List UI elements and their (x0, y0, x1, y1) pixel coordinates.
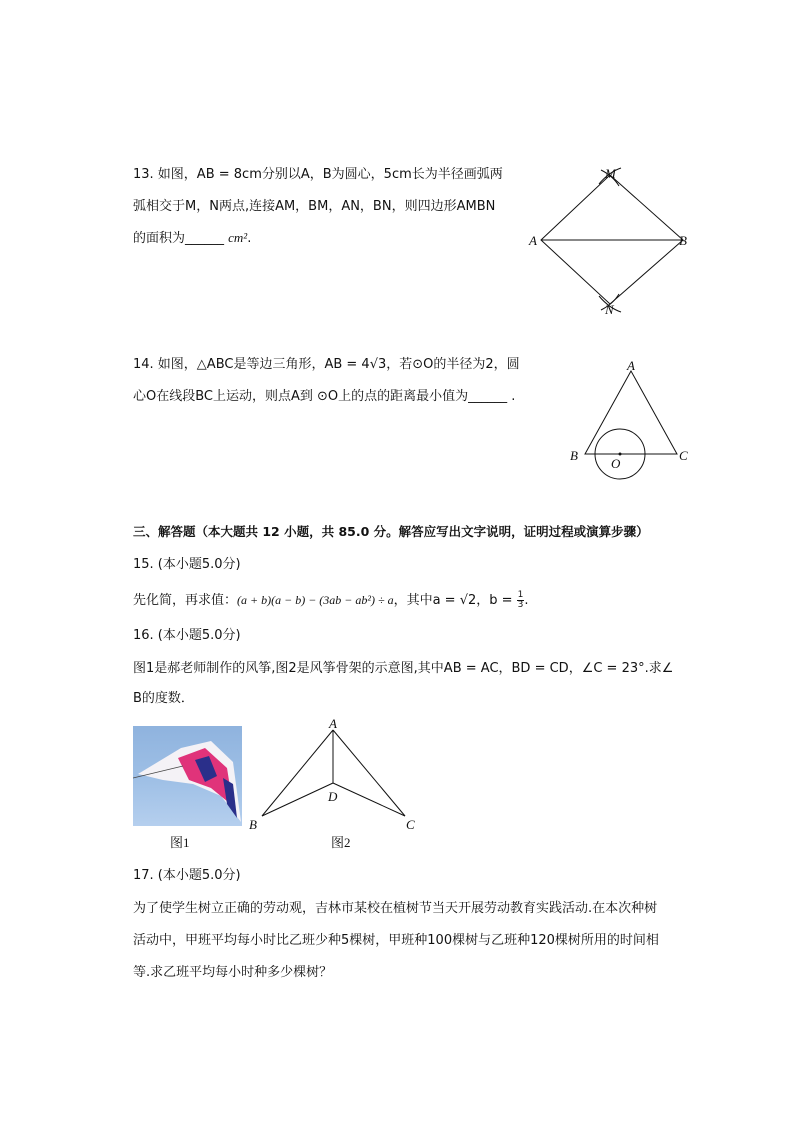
q14-label-o: O (611, 456, 621, 471)
q17-line-2: 活动中，甲班平均每小时比乙班少种5棵树，甲班种100棵树与乙班种120棵树所用的时间相 (133, 933, 659, 948)
q16-caption-1: 图1 (170, 835, 190, 850)
q14-figure-triangle-circle (565, 355, 700, 490)
q15-expression: (a + b)(a − b) − (3ab − ab²) ÷ a (237, 593, 394, 607)
q13-line-3-end: . (247, 231, 252, 246)
q13-line-3 (133, 228, 251, 249)
q15-text-pre: 先化简，再求值： (133, 593, 238, 608)
q13-line-2: 弧相交于M，N两点,连接AM，BM，AN，BN，则四边形AMBN (133, 199, 496, 214)
q13-label-b: B (679, 233, 687, 248)
q13-line-1: 13. 如图，AB = 8cm分别以A，B为圆心，5cm长为半径画弧两 (133, 167, 503, 182)
q14-label-b: B (570, 448, 578, 463)
q16-line-2: B的度数． (133, 691, 194, 706)
q16-label-c: C (406, 817, 415, 832)
q17-number: 17. (本小题5.0分) (133, 868, 241, 883)
q16-label-b: B (249, 817, 257, 832)
q15-fraction-denominator: 3 (517, 600, 524, 610)
q17-line-1: 为了使学生树立正确的劳动观，吉林市某校在植树节当天开展劳动教育实践活动.在本次种树 (133, 901, 658, 916)
q15-number: 15. (本小题5.0分) (133, 557, 241, 572)
q16-figure-kite-frame (245, 718, 425, 838)
q13-figure-rhombus (525, 162, 700, 322)
section-3-heading: 三、解答题（本大题共 12 小题，共 85.0 分。解答应写出文字说明，证明过程或演算步骤） (133, 524, 649, 539)
q16-number: 16. (本小题5.0分) (133, 628, 241, 643)
q16-kite-photo (133, 726, 242, 826)
q15-text-mid: ，其中a = √2，b = (393, 593, 517, 608)
q16-label-d: D (328, 789, 338, 804)
q13-label-n: N (605, 302, 614, 317)
q14-label-c: C (679, 448, 688, 463)
q15-text (133, 590, 529, 611)
q17-line-3: 等.求乙班平均每小时种多少棵树？ (133, 965, 333, 980)
q16-edge-cd (333, 783, 405, 816)
q16-edge-bd (262, 783, 333, 816)
q13-unit: cm² (228, 230, 248, 245)
q16-line-1: 图1是郝老师制作的风筝,图2是风筝骨架的示意图,其中AB = AC，BD = CD，∠C = 23°.求∠ (133, 661, 674, 676)
q16-caption-2: 图2 (331, 835, 351, 850)
q16-edge-ab (262, 730, 333, 816)
q16-label-a: A (329, 718, 337, 731)
q14-line-1: 14. 如图，△ABC是等边三角形，AB = 4√3，若⊙O的半径为2，圆 (133, 357, 520, 372)
kite-illustration (133, 726, 242, 826)
q16-edge-ac (333, 730, 405, 816)
q13-line-3-text: 的面积为______ (133, 231, 229, 246)
q15-fraction-numerator: 1 (517, 590, 524, 600)
q13-label-a: A (529, 233, 537, 248)
q15-text-post: . (524, 593, 529, 608)
q13-label-m: M (605, 166, 616, 181)
q14-line-2: 心O在线段BC上运动，则点A到 ⊙O上的点的距离最小值为______ . (133, 389, 516, 404)
q14-label-a: A (627, 358, 635, 373)
